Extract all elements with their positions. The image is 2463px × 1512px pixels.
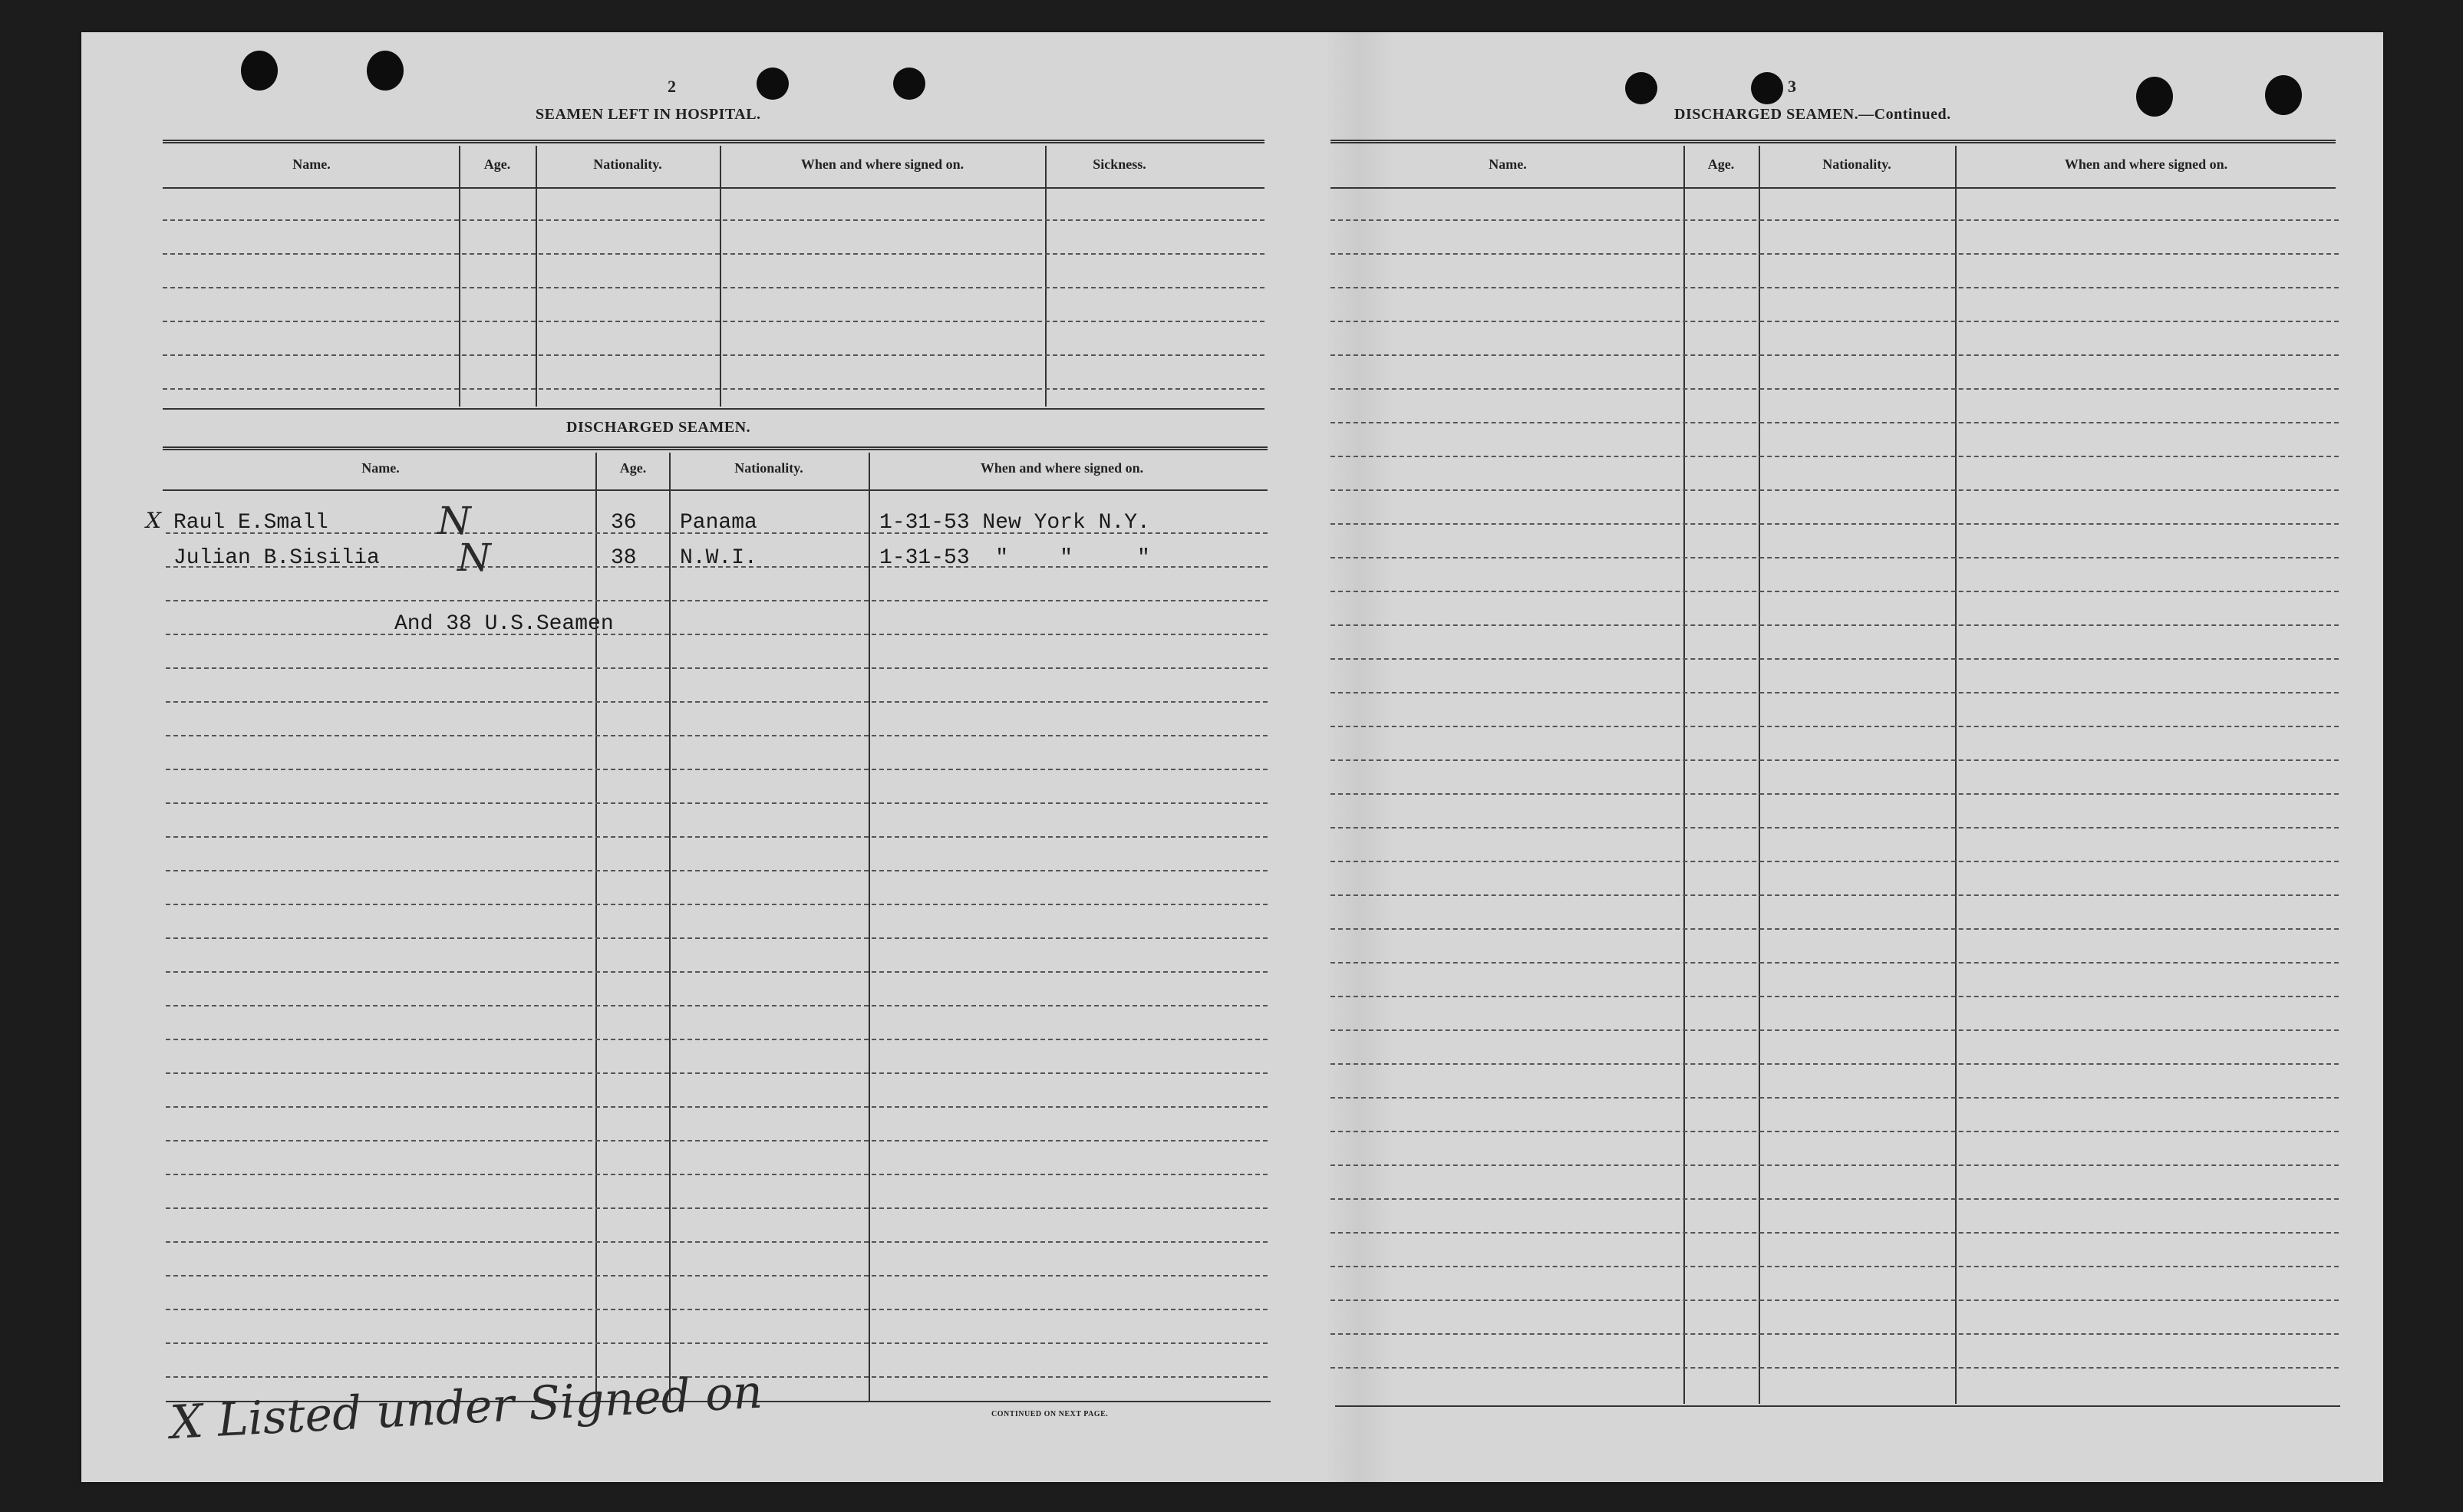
row-line — [166, 836, 1268, 838]
right-header-name: Name. — [1489, 156, 1527, 172]
entry-signed-on: 1-31-53 New York N.Y. — [879, 511, 1150, 535]
discharged-section-title: DISCHARGED SEAMEN. — [566, 419, 751, 436]
column-divider — [720, 146, 721, 407]
row-line — [1330, 591, 2339, 592]
row-line — [166, 904, 1268, 905]
entry-age: 38 — [611, 546, 637, 570]
row-line — [166, 1039, 1268, 1040]
discharged-header-name: Name. — [361, 460, 400, 476]
table-rule — [163, 446, 1268, 450]
punch-hole — [2136, 77, 2173, 117]
row-line — [1330, 726, 2339, 727]
row-line — [163, 321, 1264, 322]
row-line — [1330, 928, 2339, 930]
row-line — [1330, 219, 2339, 221]
column-divider — [1045, 146, 1047, 407]
row-line — [166, 1342, 1268, 1344]
row-line — [1330, 388, 2339, 390]
row-line — [163, 219, 1264, 221]
row-line — [166, 1241, 1268, 1243]
row-line — [1330, 287, 2339, 288]
row-line — [166, 769, 1268, 770]
row-line — [1330, 759, 2339, 761]
row-line — [1330, 422, 2339, 423]
column-divider — [669, 453, 671, 1401]
row-line — [1330, 624, 2339, 626]
right-header-signed-on: When and where signed on. — [2064, 156, 2228, 172]
row-line — [166, 971, 1268, 973]
row-line — [166, 937, 1268, 939]
punch-hole — [893, 68, 925, 100]
continued-footer: CONTINUED ON NEXT PAGE. — [991, 1410, 1109, 1418]
row-line — [166, 1309, 1268, 1310]
table-bottom-rule — [1335, 1405, 2340, 1407]
page-number-left: 2 — [668, 77, 676, 96]
row-line — [166, 634, 1268, 635]
row-line — [166, 1275, 1268, 1276]
row-line — [1330, 996, 2339, 997]
row-line — [166, 1072, 1268, 1074]
row-line — [1330, 557, 2339, 558]
table-rule — [163, 140, 1264, 143]
row-line — [166, 1174, 1268, 1175]
header-rule — [1330, 187, 2336, 189]
row-line — [1330, 1164, 2339, 1166]
row-line — [1330, 1198, 2339, 1200]
row-line — [163, 287, 1264, 288]
row-line — [1330, 692, 2339, 693]
row-line — [1330, 321, 2339, 322]
punch-hole — [1625, 72, 1657, 104]
row-line — [1330, 962, 2339, 964]
row-line — [1330, 1131, 2339, 1132]
column-divider — [595, 453, 597, 1401]
row-line — [1330, 861, 2339, 862]
punch-hole — [241, 51, 278, 91]
right-section-title: DISCHARGED SEAMEN.—Continued. — [1674, 106, 1951, 123]
page-fold — [1324, 32, 1393, 1482]
row-line — [1330, 456, 2339, 457]
header-rule — [163, 187, 1264, 189]
row-line — [1330, 827, 2339, 828]
table-rule — [1330, 140, 2336, 143]
row-line — [166, 802, 1268, 804]
row-line — [1330, 1367, 2339, 1369]
entry-signed-on: 1-31-53 " " " — [879, 546, 1150, 570]
column-divider — [459, 146, 460, 407]
column-divider — [1759, 146, 1760, 1404]
hospital-header-sickness: Sickness. — [1093, 156, 1146, 172]
entry-nationality: Panama — [680, 511, 757, 535]
seamen-count-note: And 38 U.S.Seamen — [394, 612, 614, 636]
column-divider — [536, 146, 537, 407]
punch-hole — [757, 68, 789, 100]
row-line — [166, 870, 1268, 871]
punch-hole — [2265, 75, 2302, 115]
hospital-header-signed-on: When and where signed on. — [800, 156, 964, 172]
row-line — [1330, 523, 2339, 525]
hospital-header-name: Name. — [292, 156, 331, 172]
row-line — [1330, 1097, 2339, 1099]
hospital-section-title: SEAMEN LEFT IN HOSPITAL. — [536, 106, 761, 123]
row-line — [163, 388, 1264, 390]
row-line — [163, 354, 1264, 356]
header-rule — [163, 489, 1268, 491]
document-sheet — [81, 32, 2383, 1482]
entry-name: Raul E.Small — [173, 511, 328, 535]
hospital-header-nationality: Nationality. — [593, 156, 662, 172]
discharged-header-age: Age. — [619, 460, 647, 476]
discharged-header-nationality: Nationality. — [734, 460, 803, 476]
row-line — [1330, 894, 2339, 896]
column-divider — [869, 453, 870, 1401]
entry-initial: N — [457, 535, 491, 580]
row-line — [1330, 253, 2339, 255]
row-line — [166, 735, 1268, 736]
row-line — [166, 1106, 1268, 1108]
row-line — [1330, 793, 2339, 795]
entry-initial: N — [437, 499, 471, 543]
row-line — [1330, 1333, 2339, 1335]
punch-hole — [367, 51, 404, 91]
row-line — [1330, 1063, 2339, 1065]
entry-nationality: N.W.I. — [680, 546, 757, 570]
row-line — [1330, 1266, 2339, 1267]
entry-age: 36 — [611, 511, 637, 535]
punch-hole — [1751, 72, 1783, 104]
row-line — [166, 1005, 1268, 1006]
row-line — [166, 1207, 1268, 1209]
row-line — [163, 253, 1264, 255]
column-divider — [1955, 146, 1957, 1404]
page-number-right: 3 — [1788, 77, 1796, 96]
row-line — [166, 667, 1268, 669]
hospital-header-age: Age. — [483, 156, 511, 172]
discharged-header-signed-on: When and where signed on. — [980, 460, 1144, 476]
table-rule — [163, 408, 1264, 410]
entry-name: Julian B.Sisilia — [173, 546, 380, 570]
right-header-nationality: Nationality. — [1822, 156, 1891, 172]
row-line — [166, 701, 1268, 703]
row-line — [1330, 489, 2339, 491]
row-line — [166, 1140, 1268, 1141]
row-line — [1330, 658, 2339, 660]
handwritten-note: X Listed under Signed on — [169, 1365, 764, 1450]
row-line — [166, 600, 1268, 601]
row-line — [1330, 1300, 2339, 1301]
row-line — [1330, 1029, 2339, 1031]
row-line — [1330, 1232, 2339, 1234]
column-divider — [1683, 146, 1685, 1404]
row-line — [1330, 354, 2339, 356]
right-header-age: Age. — [1707, 156, 1735, 172]
entry-mark: X — [146, 508, 161, 533]
